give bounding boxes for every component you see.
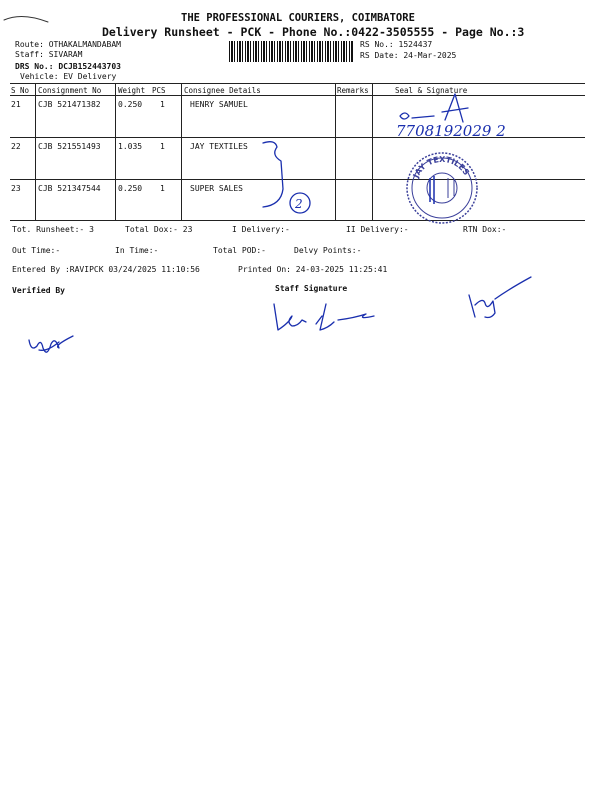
row2-pcs: 1 xyxy=(160,142,165,151)
row1-sno: 21 xyxy=(11,100,21,109)
col-header-sno: S No xyxy=(11,86,30,95)
staff-label: Staff: SIVARAM xyxy=(15,50,83,59)
row3-pcs: 1 xyxy=(160,184,165,193)
staff-signature xyxy=(268,298,383,338)
row3-sno: 23 xyxy=(11,184,21,193)
printed-on: Printed On: 24-03-2025 11:25:41 xyxy=(238,265,388,274)
col-header-consignee: Consignee Details xyxy=(184,86,261,95)
stamp-text: JAY TEXTILES xyxy=(411,154,471,180)
rs-no: RS No.: 1524437 xyxy=(360,40,433,49)
row2-weight: 1.035 xyxy=(118,142,143,151)
entered-by: Entered By :RAVIPCK 03/24/2025 11:10:56 xyxy=(12,265,200,274)
runsheet-title: Delivery Runsheet - PCK - Phone No.:0422-3505555 - Page No.:3 xyxy=(102,25,525,39)
verifier-signature xyxy=(25,318,75,358)
col-header-pcs: PCS xyxy=(152,86,166,95)
col-header-consignment: Consignment No xyxy=(38,86,102,95)
row1-pcs: 1 xyxy=(160,100,165,109)
route-label: Route: OTHAKALMANDABAM xyxy=(15,40,121,49)
out-time: Out Time:- xyxy=(12,246,61,255)
vehicle-label: Vehicle: EV Delivery xyxy=(20,72,117,81)
rs-date: RS Date: 24-Mar-2025 xyxy=(360,51,457,60)
pen-scribble-mark xyxy=(2,8,52,28)
verified-by-label: Verified By xyxy=(12,286,65,295)
row3-weight: 0.250 xyxy=(118,184,143,193)
col-header-weight: Weight xyxy=(118,86,146,95)
company-stamp xyxy=(402,148,482,228)
ii-delivery: II Delivery:- xyxy=(346,225,409,234)
row1-consignee: HENRY SAMUEL xyxy=(190,100,248,109)
handwritten-signature-row1 xyxy=(390,90,570,138)
row2-sno: 22 xyxy=(11,142,21,151)
staff-signature-label: Staff Signature xyxy=(275,284,348,293)
handwritten-bracket-mark xyxy=(255,135,325,220)
in-time: In Time:- xyxy=(115,246,159,255)
total-dox: Total Dox:- 23 xyxy=(125,225,193,234)
drs-label: DRS No.: DCJB152443703 xyxy=(15,62,121,71)
rtn-dox: RTN Dox:- xyxy=(463,225,507,234)
row3-consignee: SUPER SALES xyxy=(190,184,243,193)
row2-consignee: JAY TEXTILES xyxy=(190,142,248,151)
row1-consignment: CJB 521471382 xyxy=(38,100,101,109)
col-header-remarks: Remarks xyxy=(337,86,369,95)
row1-weight: 0.250 xyxy=(118,100,143,109)
receiver-signature xyxy=(465,275,535,323)
row2-consignment: CJB 521551493 xyxy=(38,142,101,151)
row3-consignment: CJB 521347544 xyxy=(38,184,101,193)
barcode xyxy=(229,41,354,62)
i-delivery: I Delivery:- xyxy=(232,225,290,234)
handwritten-phone: 7708192029 2 xyxy=(396,122,506,138)
delvy-points: Delvy Points:- xyxy=(294,246,362,255)
company-name: THE PROFESSIONAL COURIERS, COIMBATORE xyxy=(181,12,415,24)
total-pod: Total POD:- xyxy=(213,246,266,255)
circled-number: 2 xyxy=(295,197,303,211)
col-header-seal: Seal & Signature xyxy=(395,86,468,95)
tot-runsheet: Tot. Runsheet:- 3 xyxy=(12,225,94,234)
